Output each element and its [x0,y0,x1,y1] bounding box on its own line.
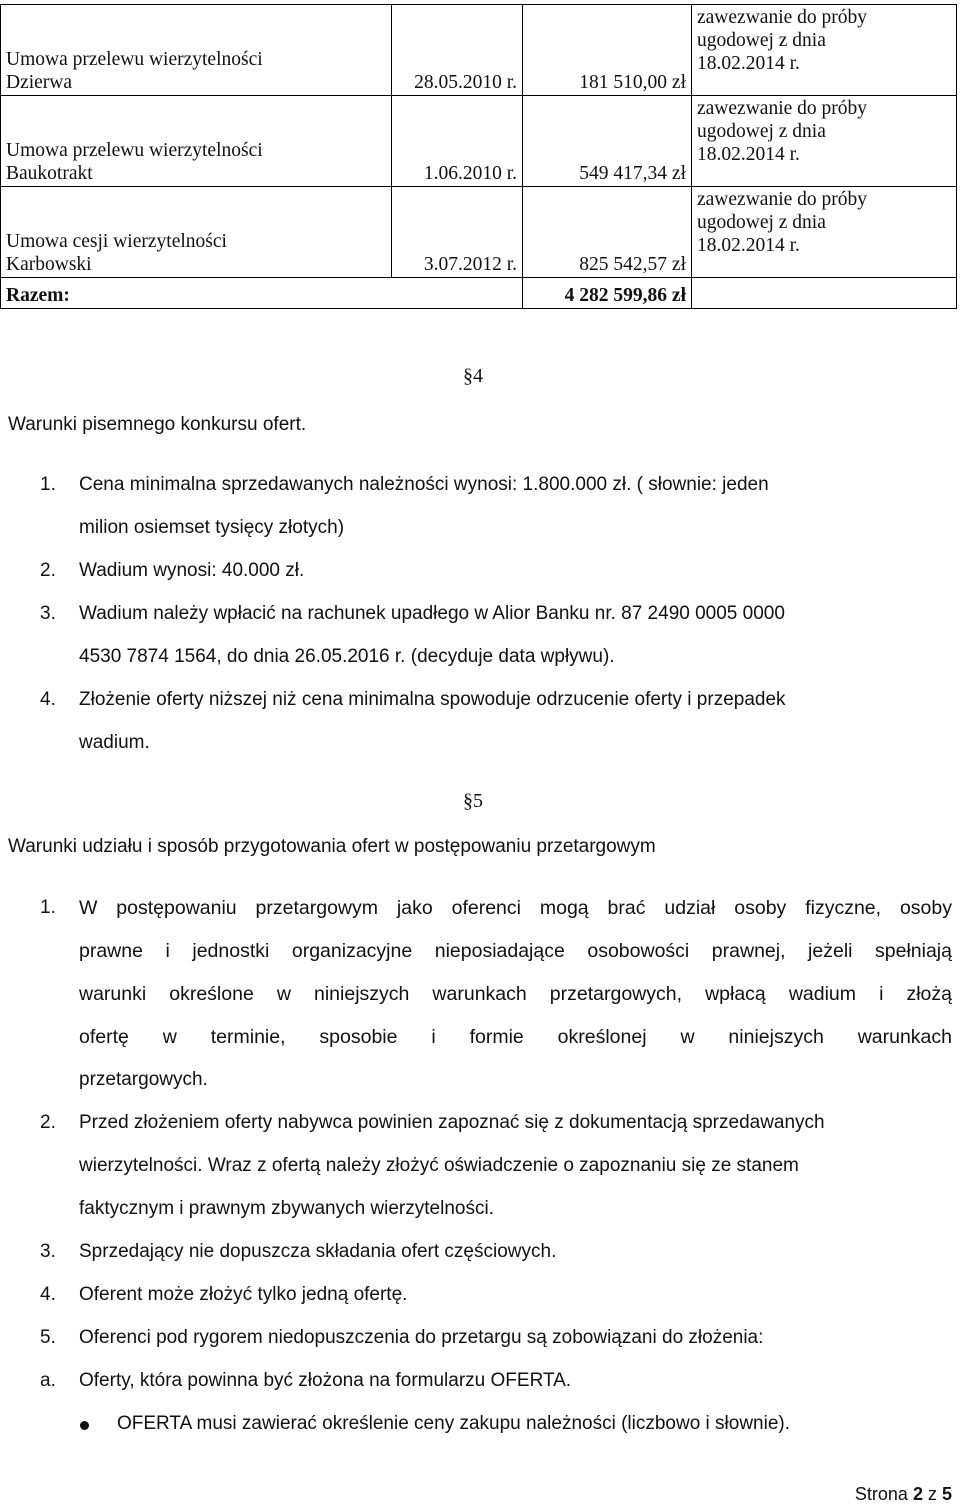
list-number: 1. [40,897,56,918]
claim-note-cell [692,96,957,187]
list-number: 3. [40,603,56,624]
claim-name-line1: Umowa przelewu wierzytelności [6,140,263,161]
list-number: 3. [40,1241,56,1262]
footer-page-number: 2 [912,1484,923,1504]
list-item-text: Sprzedający nie dopuszcza składania ofert częściowych. [79,1241,557,1262]
claim-note-line1: zawezwanie do próby [697,98,868,119]
claim-name-line1: Umowa cesji wierzytelności [6,231,227,252]
claim-name-cell [1,187,392,278]
list-number: 2. [40,560,56,581]
list-number: 4. [40,689,56,710]
list-number: 5. [40,1327,56,1348]
total-amount: 4 282 599,86 zł [523,278,692,309]
list-item-text: Złożenie oferty niższej niż cena minimalna spowoduje odrzucenie oferty i przepadek [79,689,786,710]
claim-note-line3: 18.02.2014 r. [697,144,800,165]
claim-note-line1: zawezwanie do próby [697,189,868,210]
list-item-text: W postępowaniu przetargowym jako oferenci mogą brać udział osoby fizyczne, osoby [79,897,952,919]
total-spacer [392,278,523,309]
list-item-text: Cena minimalna sprzedawanych należności wynosi: 1.800.000 zł. ( słownie: jeden [79,474,769,495]
list-item-text: warunki określone w niniejszych warunkach przetargowych, wpłacą wadium i złożą [79,983,952,1005]
claim-note-line3: 18.02.2014 r. [697,53,800,74]
list-item-text: wadium. [79,732,150,753]
list-item-text: prawne i jednostki organizacyjne nieposiadające osobowości prawnej, jeżeli spełniają [79,940,952,962]
list-item-text: Oferty, która powinna być złożona na formularzu OFERTA. [79,1370,572,1391]
section-sign: § [463,365,473,387]
list-item-text: przetargowych. [79,1069,208,1090]
bullet-icon [80,1421,89,1430]
section-number: 5 [473,790,483,812]
list-item-text: Oferenci pod rygorem niedopuszczenia do przetargu są zobowiązani do złożenia: [79,1327,764,1348]
claim-amount-cell: 181 510,00 zł [523,5,692,96]
list-item-text: faktycznym i prawnym zbywanych wierzytelności. [79,1198,494,1219]
section-sign: § [463,790,473,812]
list-item-text: ofertę w terminie, sposobie i formie określonej w niniejszych warunkach [79,1026,952,1048]
claim-note-cell [692,187,957,278]
list-item-text: 4530 7874 1564, do dnia 26.05.2016 r. (decyduje data wpływu). [79,646,615,667]
list-item-text: Oferent może złożyć tylko jedną ofertę. [79,1284,408,1305]
list-item-text: Przed złożeniem oferty nabywca powinien zapoznać się z dokumentacją sprzedawanych [79,1112,825,1133]
claim-note-cell [692,5,957,96]
table-row [1,96,957,187]
footer-prefix: Strona [854,1484,908,1504]
table-row [1,187,957,278]
claims-table [0,4,957,309]
total-label: Razem: [1,278,392,309]
footer-of: z [927,1484,937,1504]
claim-date-cell: 1.06.2010 r. [392,96,523,187]
section5-title: Warunki udziału i sposób przygotowania ofert w postępowaniu przetargowym [8,836,656,857]
page-footer [855,1484,952,1505]
list-letter: a. [40,1370,56,1391]
claim-note-line2: ugodowej z dnia [697,121,826,142]
claim-name-line2: Karbowski [6,254,92,275]
list-item-text: Wadium wynosi: 40.000 zł. [79,560,305,581]
bullet-item-text: OFERTA musi zawierać określenie ceny zakupu należności (liczbowo i słownie). [117,1413,791,1434]
section4-title: Warunki pisemnego konkursu ofert. [8,414,307,435]
table-total-row [1,278,957,309]
claim-name-cell [1,96,392,187]
claim-date-cell: 3.07.2012 r. [392,187,523,278]
list-item-text: Wadium należy wpłacić na rachunek upadłego w Alior Banku nr. 87 2490 0005 0000 [79,603,785,624]
claim-note-line2: ugodowej z dnia [697,30,826,51]
table-row [1,5,957,96]
footer-page-total: 5 [941,1484,952,1504]
list-item-text: milion osiemset tysięcy złotych) [79,517,345,538]
claim-amount-cell: 549 417,34 zł [523,96,692,187]
claim-name-line2: Dzierwa [6,72,73,93]
list-number: 2. [40,1112,56,1133]
claim-name-line2: Baukotrakt [6,163,93,184]
section4-heading [463,365,483,388]
claim-note-line3: 18.02.2014 r. [697,235,800,256]
claim-note-line2: ugodowej z dnia [697,212,826,233]
claim-date-cell: 28.05.2010 r. [392,5,523,96]
list-item-text: wierzytelności. Wraz z ofertą należy złożyć oświadczenie o zapoznaniu się ze stanem [79,1155,799,1176]
list-number: 4. [40,1284,56,1305]
claim-name-cell [1,5,392,96]
section-number: 4 [473,365,483,387]
section5-heading [463,790,483,813]
claim-name-line1: Umowa przelewu wierzytelności [6,49,263,70]
list-number: 1. [40,474,56,495]
total-note-cell [692,278,957,309]
claim-note-line1: zawezwanie do próby [697,7,868,28]
claim-amount-cell: 825 542,57 zł [523,187,692,278]
